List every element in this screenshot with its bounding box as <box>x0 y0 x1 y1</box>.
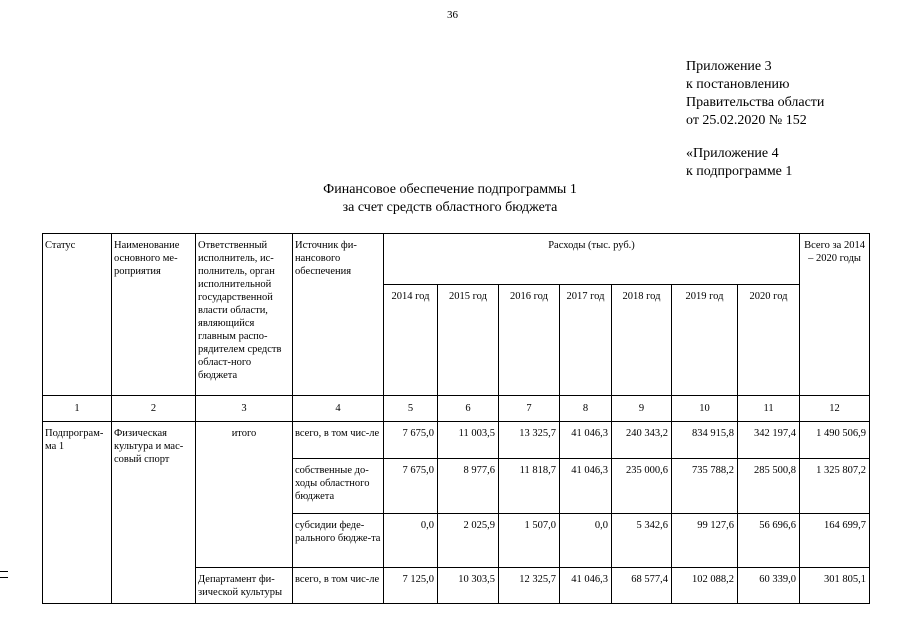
header-year: 2015 год <box>438 285 499 396</box>
total-cell: 164 699,7 <box>800 514 870 568</box>
header-status: Статус <box>43 234 112 396</box>
value-cell: 235 000,6 <box>612 459 672 514</box>
value-cell: 834 915,8 <box>672 422 738 459</box>
title-line: за счет средств областного бюджета <box>342 200 558 215</box>
value-cell: 68 577,4 <box>612 568 672 604</box>
column-number: 5 <box>384 396 438 422</box>
header-source: Источник фи-нансового обеспечения <box>293 234 384 396</box>
inner-appendix-line: «Приложение 4 <box>686 146 779 161</box>
value-cell: 56 696,6 <box>738 514 800 568</box>
column-number: 2 <box>112 396 196 422</box>
margin-marks <box>0 571 8 583</box>
status-cell: Подпрограм-ма 1 <box>43 422 112 604</box>
appendix-reference <box>686 58 824 130</box>
value-cell: 60 339,0 <box>738 568 800 604</box>
value-cell: 12 325,7 <box>499 568 560 604</box>
total-cell: 1 325 807,2 <box>800 459 870 514</box>
header-year: 2020 год <box>738 285 800 396</box>
financing-table <box>42 233 870 604</box>
value-cell: 13 325,7 <box>499 422 560 459</box>
value-cell: 41 046,3 <box>560 568 612 604</box>
appendix-line: Приложение 3 <box>686 59 772 74</box>
value-cell: 0,0 <box>384 514 438 568</box>
value-cell: 7 675,0 <box>384 459 438 514</box>
source-cell: всего, в том чис-ле <box>293 422 384 459</box>
total-cell: 1 490 506,9 <box>800 422 870 459</box>
header-name: Наименование основного ме-роприятия <box>112 234 196 396</box>
executor-cell: итого <box>196 422 293 568</box>
table-row <box>43 422 870 459</box>
margin-mark <box>0 577 8 578</box>
value-cell: 8 977,6 <box>438 459 499 514</box>
header-expenses: Расходы (тыс. руб.) <box>384 234 800 285</box>
page-number: 36 <box>447 9 458 21</box>
column-number: 9 <box>612 396 672 422</box>
header-year: 2019 год <box>672 285 738 396</box>
value-cell: 10 303,5 <box>438 568 499 604</box>
column-number: 1 <box>43 396 112 422</box>
header-row <box>43 234 870 285</box>
header-total: Всего за 2014 – 2020 годы <box>800 234 870 396</box>
value-cell: 7 125,0 <box>384 568 438 604</box>
value-cell: 1 507,0 <box>499 514 560 568</box>
column-number-row <box>43 396 870 422</box>
source-cell: субсидии феде-рального бюдже-та <box>293 514 384 568</box>
appendix-line: к постановлению <box>686 77 790 92</box>
header-year: 2016 год <box>499 285 560 396</box>
margin-mark <box>0 571 8 572</box>
value-cell: 285 500,8 <box>738 459 800 514</box>
value-cell: 5 342,6 <box>612 514 672 568</box>
value-cell: 11 003,5 <box>438 422 499 459</box>
column-number: 8 <box>560 396 612 422</box>
value-cell: 0,0 <box>560 514 612 568</box>
column-number: 11 <box>738 396 800 422</box>
value-cell: 7 675,0 <box>384 422 438 459</box>
executor-cell: Департамент фи-зической культуры <box>196 568 293 604</box>
header-year: 2017 год <box>560 285 612 396</box>
header-executor: Ответственный исполнитель, ис-полнитель, орган исполнительной государственной власти области, являющийся главным распо-рядителем средств област-ного бюджета <box>196 234 293 396</box>
column-number: 6 <box>438 396 499 422</box>
value-cell: 735 788,2 <box>672 459 738 514</box>
value-cell: 342 197,4 <box>738 422 800 459</box>
value-cell: 11 818,7 <box>499 459 560 514</box>
value-cell: 240 343,2 <box>612 422 672 459</box>
value-cell: 41 046,3 <box>560 459 612 514</box>
value-cell: 2 025,9 <box>438 514 499 568</box>
inner-appendix-reference <box>686 145 792 181</box>
total-cell: 301 805,1 <box>800 568 870 604</box>
column-number: 4 <box>293 396 384 422</box>
header-year: 2014 год <box>384 285 438 396</box>
column-number: 3 <box>196 396 293 422</box>
value-cell: 102 088,2 <box>672 568 738 604</box>
value-cell: 41 046,3 <box>560 422 612 459</box>
source-cell: собственные до-ходы областного бюджета <box>293 459 384 514</box>
column-number: 7 <box>499 396 560 422</box>
header-year: 2018 год <box>612 285 672 396</box>
inner-appendix-line: к подпрограмме 1 <box>686 164 793 179</box>
document-title <box>250 181 650 217</box>
appendix-line: Правительства области <box>686 95 825 110</box>
column-number: 12 <box>800 396 870 422</box>
source-cell: всего, в том чис-ле <box>293 568 384 604</box>
column-number: 10 <box>672 396 738 422</box>
appendix-line: от 25.02.2020 № 152 <box>686 113 807 128</box>
title-line: Финансовое обеспечение подпрограммы 1 <box>323 182 577 197</box>
value-cell: 99 127,6 <box>672 514 738 568</box>
activity-cell: Физическая культура и мас-совый спорт <box>112 422 196 604</box>
